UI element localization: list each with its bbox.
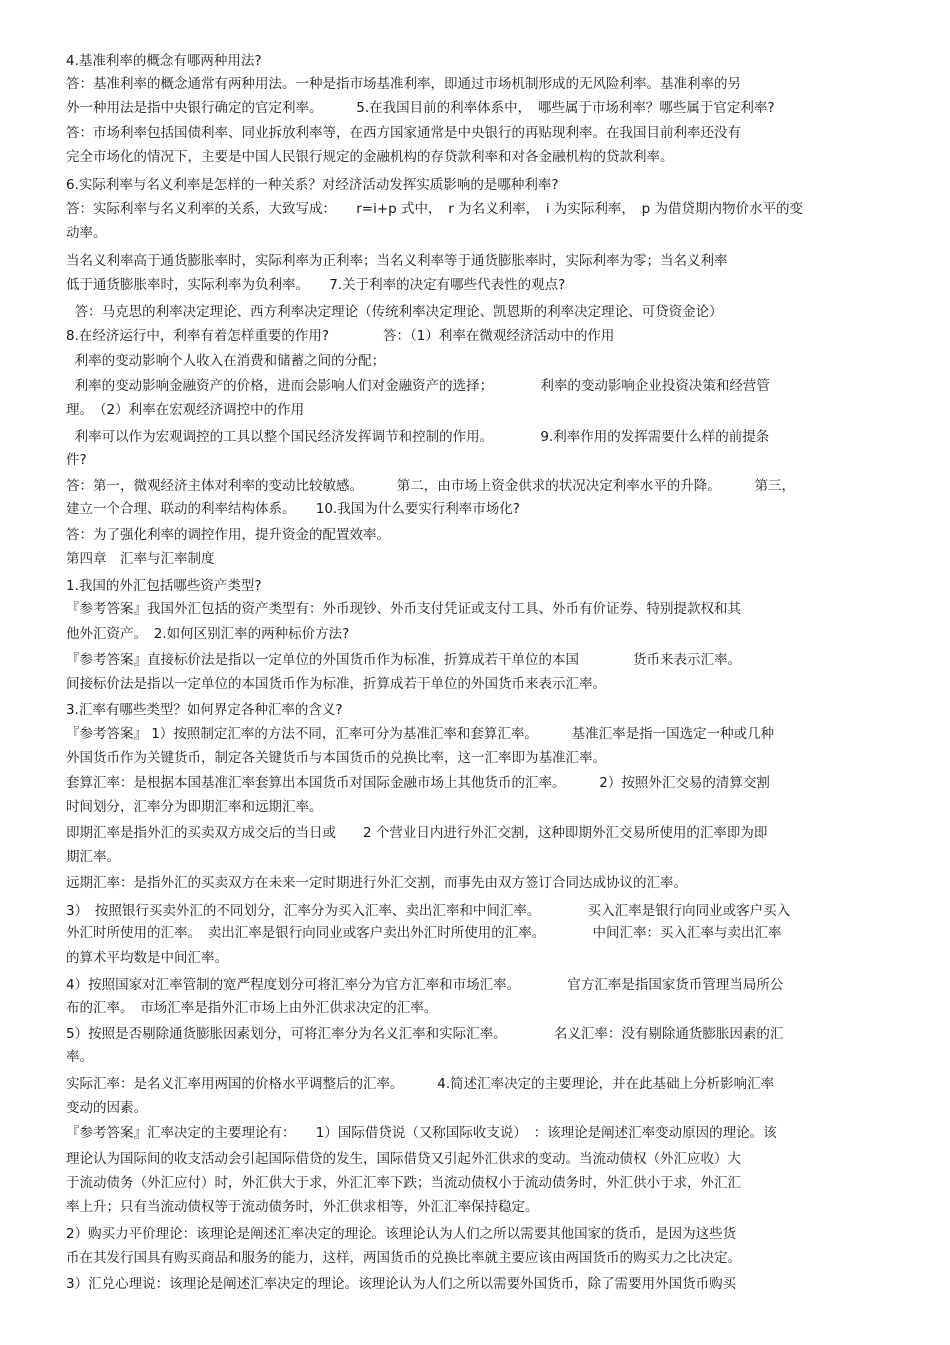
text-line: 期汇率。 — [66, 849, 120, 865]
text-line: 答：实际利率与名义利率的关系，大致写成： r=i+p 式中， r 为名义利率， i 为实际利率， p 为借贷期内物价水平的变 — [66, 201, 804, 217]
text-line: 理论认为国际间的收支活动会引起国际借贷的发生，国际借贷又引起外汇供求的变动。当流动债权（外汇应收）大 — [66, 1151, 741, 1167]
text-line: 利率的变动影响个人收入在消费和储蓄之间的分配； — [66, 353, 386, 369]
text-line: 间接标价法是指以一定单位的本国货币作为标准，折算成若干单位的外国货币来表示汇率。 — [66, 676, 606, 692]
text-line: 2）购买力平价理论：该理论是阐述汇率决定的理论。该理论认为人们之所以需要其他国家的货币，是因为这些货 — [66, 1226, 737, 1242]
text-line: 于流动债务（外汇应付）时，外汇供大于求，外汇汇率下跌；当流动债权小于流动债务时，外汇供小于求，外汇汇 — [66, 1175, 741, 1191]
text-line: 4）按照国家对汇率管制的宽严程度划分可将汇率分为官方汇率和市场汇率。 官方汇率是指国家货币管理当局所公 — [66, 977, 784, 993]
text-line: 完全市场化的情况下，主要是中国人民银行规定的金融机构的存贷款利率和对各金融机构的贷款利率。 — [66, 149, 674, 165]
text-line: 8.在经济运行中，利率有着怎样重要的作用? 答：（1）利率在微观经济活动中的作用 — [66, 328, 615, 344]
text-line: 『参考答案』汇率决定的主要理论有： 1）国际借贷说（又称国际收支说） ：该理论是阐述汇率变动原因的理论。该 — [66, 1125, 777, 1141]
text-line: 3） 按照银行买卖外汇的不同划分，汇率分为买入汇率、卖出汇率和中间汇率。 买入汇率是银行向同业或客户买入 — [66, 903, 791, 919]
text-line: 外汇时所使用的汇率。 卖出汇率是银行向同业或客户卖出外汇时所使用的汇率。 中间汇率：买入汇率与卖出汇率 — [66, 925, 782, 941]
text-line: 率上升；只有当流动债权等于流动债务时，外汇供求相等，外汇汇率保持稳定。 — [66, 1199, 539, 1215]
text-line: 他外汇资产。 2.如何区别汇率的两种标价方法? — [66, 626, 350, 642]
text-line: 5）按照是否剔除通货膨胀因素划分，可将汇率分为名义汇率和实际汇率。 名义汇率：没有剔除通货膨胀因素的汇 — [66, 1026, 784, 1042]
text-line: 1.我国的外汇包括哪些资产类型? — [66, 578, 262, 594]
text-line: 外一种用法是指中央银行确定的官定利率。 5.在我国目前的利率体系中， 哪些属于市场利率？哪些属于官定利率? — [66, 100, 775, 116]
text-line: 答：第一，微观经济主体对利率的变动比较敏感。 第二，由市场上资金供求的状况决定利率水平的升降。 第三， — [66, 478, 795, 494]
text-line: 低于通货膨胀率时，实际利率为负利率。 7.关于利率的决定有哪些代表性的观点? — [66, 277, 566, 293]
text-line: 『参考答案』 1）按照制定汇率的方法不同，汇率可分为基准汇率和套算汇率。 基准汇率是指一国选定一种或几种 — [66, 726, 775, 742]
text-line: 『参考答案』我国外汇包括的资产类型有：外币现钞、外币支付凭证或支付工具、外币有价证券、特别提款权和其 — [66, 601, 741, 617]
text-line: 远期汇率：是指外汇的买卖双方在未来一定时期进行外汇交割，而事先由双方签订合同达成协议的汇率。 — [66, 875, 687, 891]
text-line: 利率的变动影响金融资产的价格，进而会影响人们对金融资产的选择； 利率的变动影响企业投资决策和经营管 — [66, 378, 770, 394]
text-line: 外国货币作为关键货币，制定各关键货币与本国货币的兑换比率，这一汇率即为基准汇率。 — [66, 750, 606, 766]
text-line: 答：基准利率的概念通常有两种用法。一种是指市场基准利率，即通过市场机制形成的无风险利率。基准利率的另 — [66, 76, 741, 92]
text-line: 件? — [66, 452, 87, 468]
text-line: 答：为了强化利率的调控作用，提升资金的配置效率。 — [66, 527, 390, 543]
text-line: 利率可以作为宏观调控的工具以整个国民经济发挥调节和控制的作用。 9.利率作用的发挥需要什么样的前提条 — [66, 429, 770, 445]
text-line: 答：马克思的利率决定理论、西方利率决定理论（传统利率决定理论、凯恩斯的利率决定理论、可贷资金论） — [66, 304, 723, 320]
text-line: 6.实际利率与名义利率是怎样的一种关系？对经济活动发挥实质影响的是哪种利率? — [66, 177, 559, 193]
text-line: 动率。 — [66, 225, 107, 241]
text-line: 布的汇率。 市场汇率是指外汇市场上由外汇供求决定的汇率。 — [66, 1000, 438, 1016]
text-line: 3.汇率有哪些类型？如何界定各种汇率的含义? — [66, 702, 343, 718]
text-line: 答：市场利率包括国债利率、同业拆放利率等，在西方国家通常是中央银行的再贴现利率。在我国目前利率还没有 — [66, 125, 741, 141]
text-line: 套算汇率：是根据本国基准汇率套算出本国货币对国际金融市场上其他货币的汇率。 2）按照外汇交易的清算交割 — [66, 775, 770, 791]
chapter-heading: 第四章 汇率与汇率制度 — [66, 551, 215, 567]
text-line: 『参考答案』直接标价法是指以一定单位的外国货币作为标准，折算成若干单位的本国 货币来表示汇率。 — [66, 652, 741, 668]
text-line: 率。 — [66, 1049, 93, 1065]
text-line: 理。 （2）利率在宏观经济调控中的作用 — [66, 402, 305, 418]
text-line: 4.基准利率的概念有哪两种用法? — [66, 53, 262, 69]
text-line: 当名义利率高于通货膨胀率时，实际利率为正利率；当名义利率等于通货膨胀率时，实际利率为零；当名义利率 — [66, 253, 728, 269]
text-line: 建立一个合理、联动的利率结构体系。 10.我国为什么要实行利率市场化? — [66, 501, 520, 517]
text-line: 即期汇率是指外汇的买卖双方成交后的当日或 2 个营业日内进行外汇交割，这种即期外汇交易所使用的汇率即为即 — [66, 825, 768, 841]
text-line: 的算术平均数是中间汇率。 — [66, 950, 228, 966]
text-line: 时间划分，汇率分为即期汇率和远期汇率。 — [66, 799, 323, 815]
text-line: 变动的因素。 — [66, 1100, 147, 1116]
text-line: 币在其发行国具有购买商品和服务的能力，这样，两国货币的兑换比率就主要应该由两国货币的购买力之比决定。 — [66, 1250, 741, 1266]
text-line: 实际汇率：是名义汇率用两国的价格水平调整后的汇率。 4.简述汇率决定的主要理论，并在此基础上分析影响汇率 — [66, 1076, 775, 1092]
text-line: 3）汇兑心理说：该理论是阐述汇率决定的理论。该理论认为人们之所以需要外国货币，除了需要用外国货币购买 — [66, 1276, 737, 1292]
